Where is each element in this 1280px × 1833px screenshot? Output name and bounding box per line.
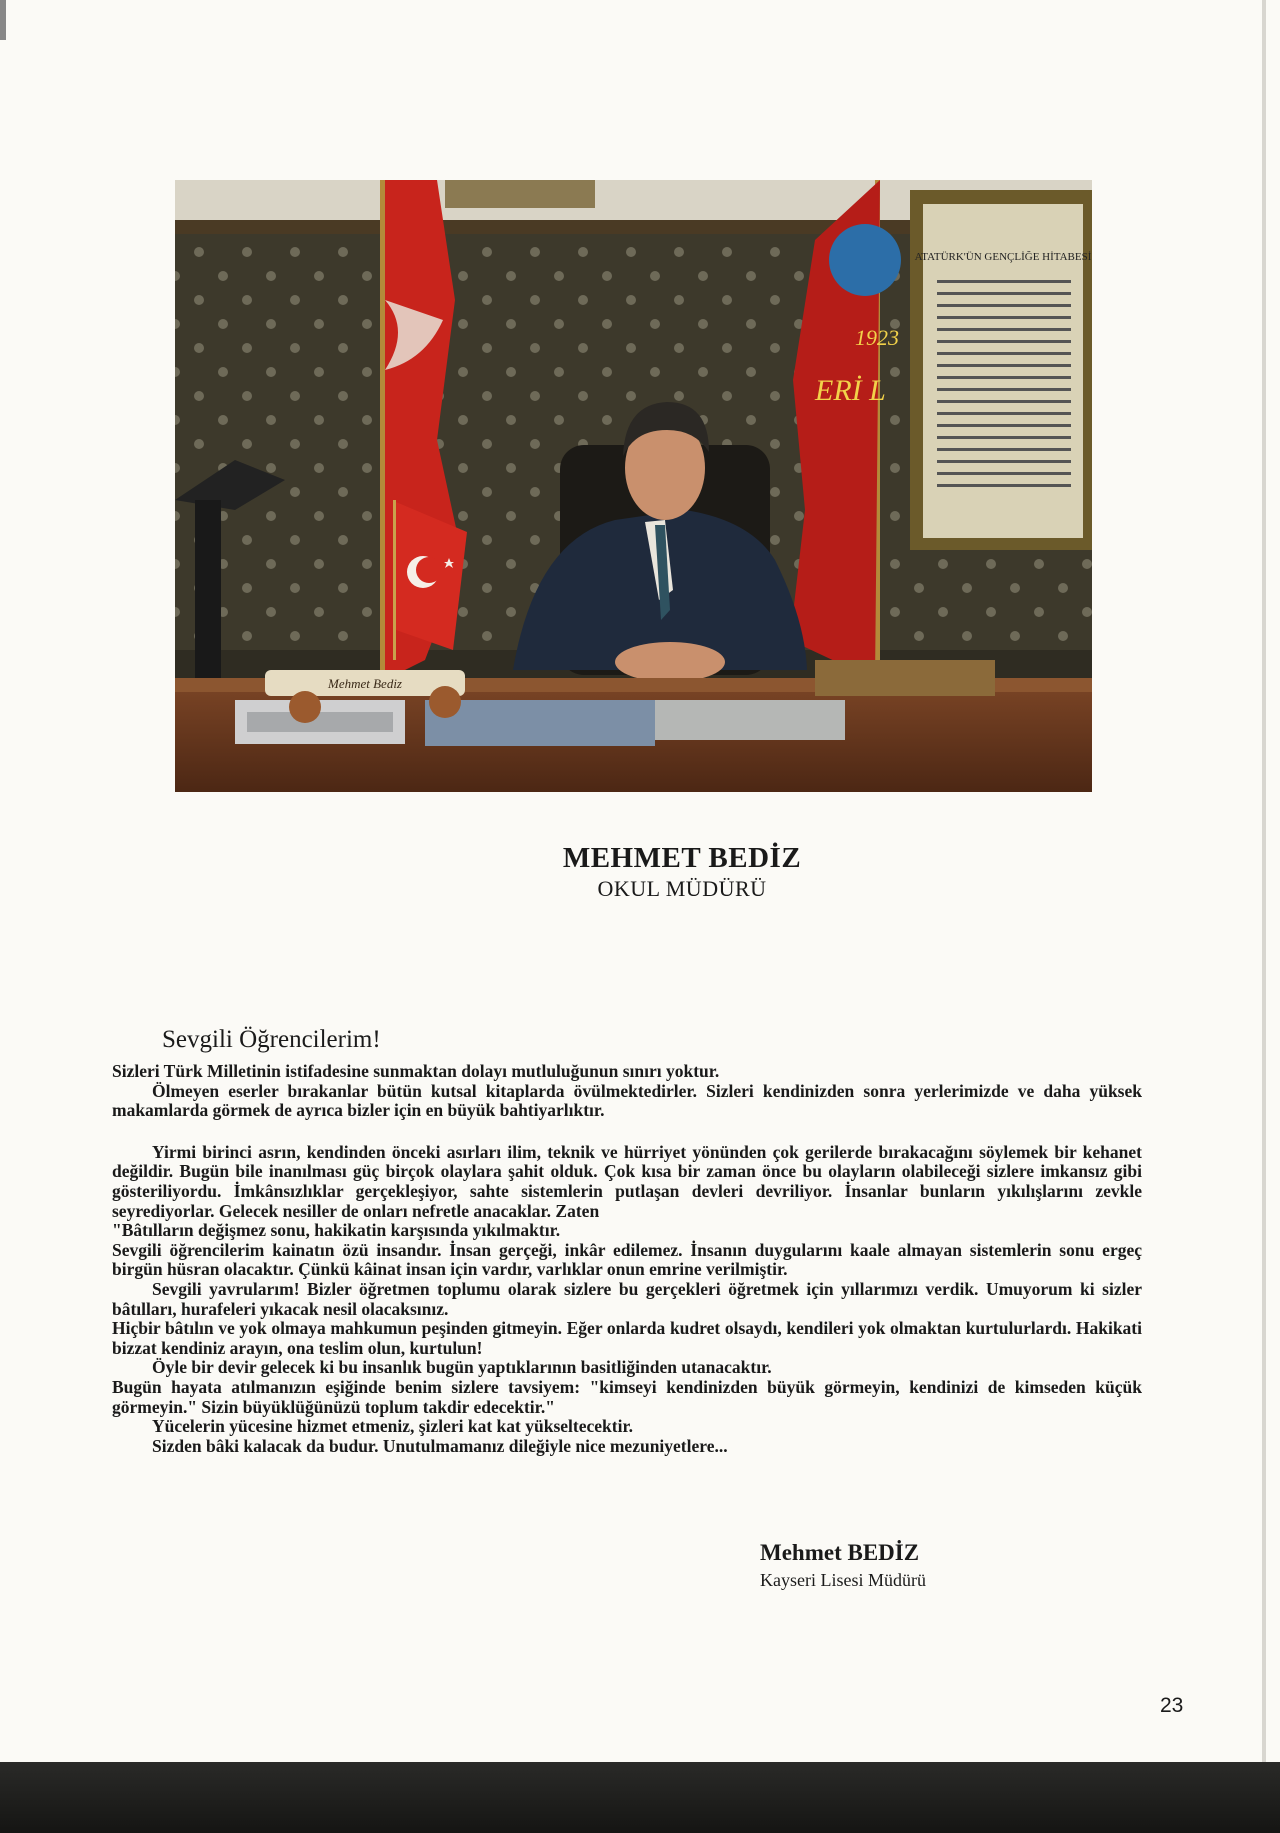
letter-paragraph: Yirmi birinci asrın, kendinden önceki asırları ilim, teknik ve hürriyet yönünden çok gerilerde bırakacağını söylemek bir kehanet değildir. Bugün bile inanılması güç birçok olaylara şahit olduk. Çok kısa bir zaman önce bu olayların olabileceği sizlere imkansız gibi gösteriliyordu. İmkânsızlıklar gerçekleşiyor, sahte sistemlerin putlaşan devleri devriliyor. İnsanlar bunların yıkılışlarını zevkle seyrediyorlar. Gelecek nesiller de onları nefretle anacaklar. Zaten xyxy=(112,1141,1142,1221)
letter-paragraph: Öyle bir devir gelecek ki bu insanlık bugün yaptıklarının basitliğinden utanacaktır. xyxy=(152,1357,772,1378)
signature-block xyxy=(760,1540,926,1591)
signature-role: Kayseri Lisesi Müdürü xyxy=(760,1570,926,1590)
signature-name: Mehmet BEDİZ xyxy=(760,1540,920,1565)
letter-paragraph: "Bâtılların değişmez sonu, hakikatin karşısında yıkılmaktır. xyxy=(112,1220,561,1241)
svg-text:1923: 1923 xyxy=(855,325,899,350)
letter-paragraph: Sizleri Türk Milletinin istifadesine sunmaktan dolayı mutluluğunun sınırı yoktur. xyxy=(112,1061,720,1081)
svg-text:Mehmet Bediz: Mehmet Bediz xyxy=(327,676,403,691)
letter-paragraph: Bugün hayata atılmanızın eşiğinde benim sizlere tavsiyem: "kimseyi kendinizden büyük görmeyin, kendinizi de kimseden küçük görmeyin." Sizin büyüklüğünüzü toplum takdir edecektir." xyxy=(112,1376,1142,1417)
scan-shadow-bottom xyxy=(0,1762,1280,1833)
page-number: 23 xyxy=(1160,1694,1184,1717)
letter-paragraph: Hiçbir bâtılın ve yok olmaya mahkumun peşinden gitmeyin. Eğer onlarda kudret olsaydı, kendileri yok olmaktan kurtulurlardı. Hakikati bizzat kendiniz arayın, ona teslim olun, kurtulun! xyxy=(112,1318,1142,1358)
principal-name: MEHMET BEDİZ xyxy=(562,842,802,874)
letter-paragraph: Sizden bâki kalacak da budur. Unutulmamanız dileğiyle nice mezuniyetlere... xyxy=(152,1435,728,1456)
scan-edge-left xyxy=(0,0,6,40)
letter-paragraph: Sevgili yavrularım! Bizler öğretmen toplumu olarak sizlere bu gerçekleri öğretmek için yıllarımızı verdik. Umuyorum ki sizler bâtılları, hurafeleri yıkacak nesil olacaksınız. xyxy=(112,1278,1142,1319)
letter-greeting: Sevgili Öğrencilerim! xyxy=(162,1026,381,1053)
letter-paragraph: Ölmeyen eserler bırakanlar bütün kutsal kitaplarda övülmektedirler. Sizleri kendinizden sonra yerlerimizde ve daha yüksek makamlarda görmek de ayrıca bizler için en büyük bahtiyarlıktır. xyxy=(112,1080,1142,1121)
letter-paragraph: Yücelerin yücesine hizmet etmeniz, şizleri kat kat yükseltecektir. xyxy=(152,1416,633,1437)
svg-text:ERİ L: ERİ L xyxy=(815,374,886,407)
principal-photo xyxy=(175,180,1092,792)
frame-title-text: ATATÜRK'ÜN GENÇLİĞE HİTABESİ xyxy=(914,251,1092,263)
letter-paragraph: Sevgili öğrencilerim kainatın özü insandır. İnsan gerçeği, inkâr edilemez. İnsanın duygularını kaale almayan sistemlerin sonu ergeç birgün hüsran olacaktır. Çünkü kâinat insan için vardır, varlıklar onun emrine verilmiştir. xyxy=(112,1239,1142,1280)
letter-body xyxy=(112,1062,1142,1456)
principal-role: OKUL MÜDÜRÜ xyxy=(597,876,767,901)
